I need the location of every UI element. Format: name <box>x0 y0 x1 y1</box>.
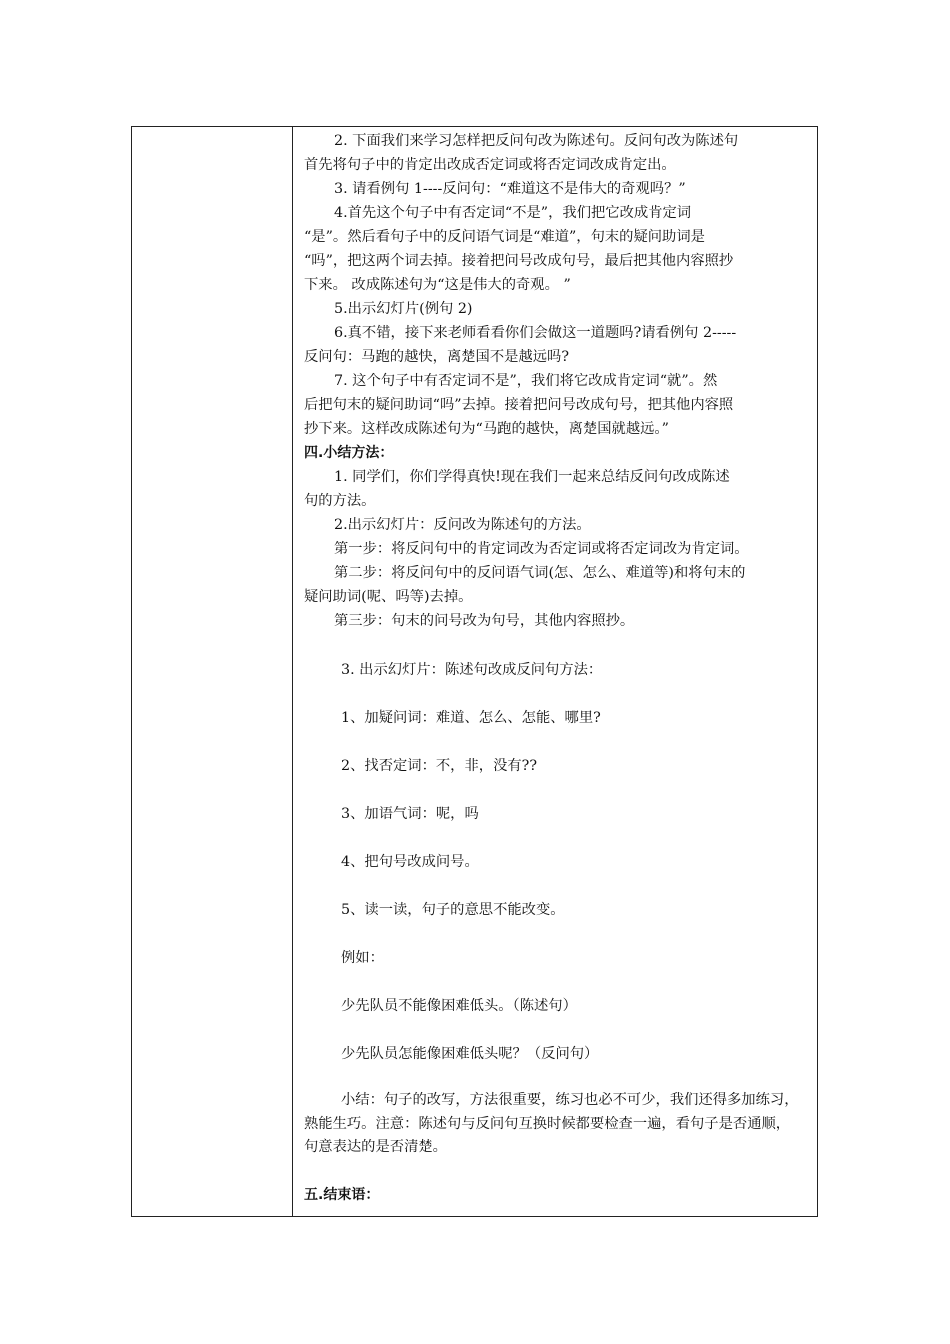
section-heading-4: 四.小结方法： <box>304 445 394 461</box>
text-line: 5、读一读，句子的意思不能改变。 <box>341 902 565 918</box>
text-line: 句的方法。 <box>304 493 376 509</box>
text-line: “吗”，把这两个词去掉。接着把问号改成句号，最后把其他内容照抄 <box>304 253 734 269</box>
text-line: 6.真不错，接下来老师看看你们会做这一道题吗?请看例句 2----- <box>334 325 737 341</box>
text-line: 2、找否定词：不，非，没有?? <box>341 758 537 774</box>
text-line: 第三步：句末的问号改为句号，其他内容照抄。 <box>334 613 635 629</box>
lesson-table <box>131 126 818 1217</box>
text-line: 1. 同学们，你们学得真快!现在我们一起来总结反问句改成陈述 <box>334 469 730 485</box>
text-line: 3、加语气词：呢，吗 <box>341 806 479 822</box>
text-line: 疑问助词(呢、吗等)去掉。 <box>304 589 473 605</box>
text-line: 4、把句号改成问号。 <box>341 854 479 870</box>
text-line: 2.出示幻灯片：反问改为陈述句的方法。 <box>334 517 591 533</box>
text-line: 7. 这个句子中有否定词不是”，我们将它改成肯定词“就”。然 <box>334 373 718 389</box>
text-line: 抄下来。这样改成陈述句为“马跑的越快，离楚国就越远。” <box>304 421 669 437</box>
text-line: 1、加疑问词：难道、怎么、怎能、哪里? <box>341 710 601 726</box>
text-line: 第一步：将反问句中的肯定词改为否定词或将否定词改为肯定词。 <box>334 541 749 557</box>
text-line: 反问句：马跑的越快，离楚国不是越远吗? <box>304 349 570 365</box>
text-line: 后把句末的疑问助词“吗”去掉。接着把问号改成句号，把其他内容照 <box>304 397 734 413</box>
text-line: 少先队员怎能像困难低头呢？（反问句） <box>341 1046 599 1062</box>
text-line: 3. 出示幻灯片：陈述句改成反问句方法： <box>341 662 603 678</box>
text-line: 首先将句子中的肯定出改成否定词或将否定词改成肯定出。 <box>304 157 676 173</box>
text-line: 下来。 改成陈述句为“这是伟大的奇观。 ” <box>304 277 571 293</box>
text-line: 例如： <box>341 950 384 966</box>
text-line: 少先队员不能像困难低头。（陈述句） <box>341 998 577 1014</box>
summary-paragraph: 小结：句子的改写，方法很重要，练习也必不可少，我们还得多加练习，熟能生巧。注意：陈述句与反问句互换时候都要检查一遍，看句子是否通顺，句意表达的是否清楚。 <box>304 1092 799 1155</box>
text-line: 2. 下面我们来学习怎样把反问句改为陈述句。反问句改为陈述句 <box>334 133 739 149</box>
text-line: “是”。然后看句子中的反问语气词是“难道”，句末的疑问助词是 <box>304 229 705 245</box>
text-line: 5.出示幻灯片(例句 2) <box>334 301 473 317</box>
content-column <box>304 127 809 1216</box>
text-line: 第二步：将反问句中的反问语气词(怎、怎么、难道等)和将句末的 <box>334 565 746 581</box>
text-line: 3. 请看例句 1----反问句：“难道这不是伟大的奇观吗？” <box>334 181 686 197</box>
section-heading-5: 五.结束语： <box>304 1187 380 1203</box>
text-line: 4.首先这个句子中有否定词“不是”，我们把它改成肯定词 <box>334 205 692 221</box>
left-column <box>132 127 293 1216</box>
